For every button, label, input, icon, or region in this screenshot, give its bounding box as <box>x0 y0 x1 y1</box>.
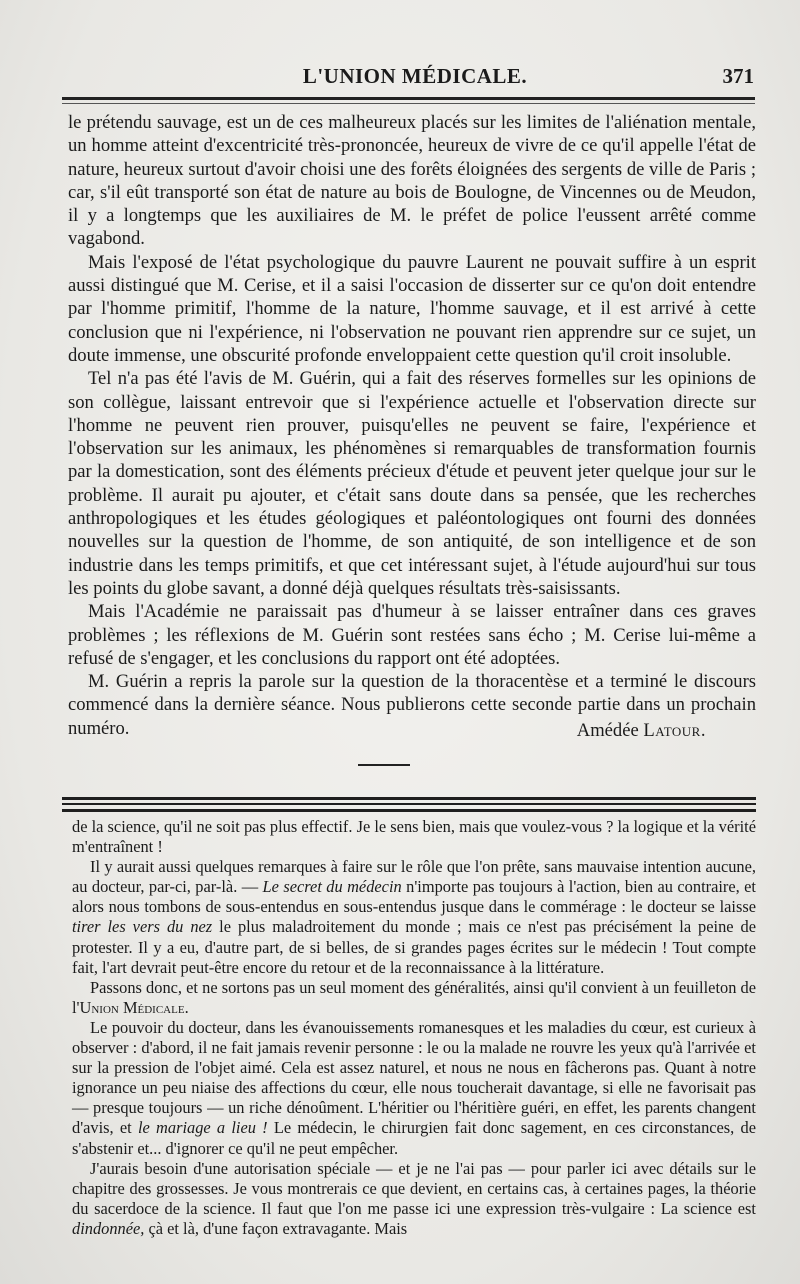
feuilleton-text-run: le plus maladroitement du monde ; mais ce n'est pas précisément la peine de protester. Il y a eu, d'autre part, de si belles, de si grandes pages écrites sur le médecin ! Tout compte fait, l'art devrait peut-être encore du retour et de la reconnaissance à la littérature. <box>72 917 756 977</box>
feuilleton-italic-run: le mariage a lieu ! <box>137 1118 268 1138</box>
feuilleton-paragraph: de la science, qu'il ne soit pas plus effectif. Je le sens bien, mais que voulez-vous ? la logique et la vérité m'entraînent ! <box>72 817 756 857</box>
running-title: L'UNION MÉDICALE. <box>302 64 528 88</box>
article-paragraph: Mais l'exposé de l'état psychologique du pauvre Laurent ne pouvait suffire à un esprit aussi distingué que M. Cerise, et il a saisi l'occasion de disserter sur ce qu'on doit entendre par l'homme primitif, l'homme de la nature, l'homme sauvage, et il est arrivé à cette conclusion que ni l'expérience, ni l'observation ne pouvant rien apprendre sur ce sujet, un doute immense, une obscurité profonde enveloppaient cette question qu'il croit insoluble. <box>68 251 756 366</box>
feuilleton-italic-run: Le secret du médecin <box>262 877 402 897</box>
article-paragraph: M. Guérin a repris la parole sur la question de la thoracentèse et a terminé le discours commencé dans la dernière séance. Nous publierons cette seconde partie dans un prochain numéro. <box>68 671 756 739</box>
feuilleton-text-run: çà et là, d'une façon extravagante. Mais <box>144 1218 408 1238</box>
feuilleton-smallcaps-run: Union Médicale. <box>79 997 189 1017</box>
article-body <box>68 111 756 740</box>
feuilleton-text-run: Il y aurait aussi quelques remarques à faire sur le rôle que l'on prête, sans mauvaise intention aucune, au docteur, par-ci, par-là. — <box>72 857 756 897</box>
feuilleton-text-run: Le pouvoir du docteur, dans les évanouissements romanesques et les maladies du cœur, est curieux à observer : d'abord, il ne fait jamais revenir personne : le ou la malade ne rouvre les yeux qu'à l'arrivée et sur la pression de l'objet aimé. Cela est assez naturel, et nous ne nous en fâcherons pas. Quant à notre ignorance un peu niaise des affections du cœur, elle nous toucherait davantage, si elle ne favorisait pas — presque toujours — un riche dénoûment. L'héritier ou l'héritière guéri, en effet, les parents changent d'avis, et <box>72 1017 756 1138</box>
feuilleton-paragraph <box>72 857 756 978</box>
feuilleton-body <box>72 817 756 1239</box>
feuilleton-paragraph <box>72 1018 756 1159</box>
author-signature <box>68 720 706 742</box>
feuilleton-text-run: Passons donc, et ne sortons pas un seul moment des généralités, ainsi qu'il convient à un feuilleton de l' <box>72 977 756 1017</box>
header-rule-thin <box>62 103 755 104</box>
article-paragraph: le prétendu sauvage, est un de ces malheureux placés sur les limites de l'aliénation mentale, un homme atteint d'excentricité très-prononcée, heureux de vivre de ce qu'il appelle l'état de nature, heureux surtout d'avoir choisi une des forêts éloignées des sergents de ville de Paris ; car, s'il eût transporté son état de nature au bois de Boulogne, de Vincennes ou de Meudon, il y a longtemps que les auxiliaires de M. le préfet de police l'eussent arrêté comme vagabond. <box>68 112 756 250</box>
article-paragraph: Mais l'Académie ne paraissait pas d'humeur à se laisser entraîner dans ces graves problèmes ; les réflexions de M. Guérin sont restées sans écho ; M. Cerise lui-même a refusé de s'engager, et les conclusions du rapport ont été adoptées. <box>68 601 756 669</box>
feuilleton-rule <box>62 797 756 800</box>
feuilleton-rule-middle <box>62 803 756 805</box>
feuilleton-paragraph <box>72 1159 756 1239</box>
page-header <box>70 62 760 92</box>
page-number: 371 <box>722 64 754 88</box>
feuilleton-rule-bottom <box>62 809 756 812</box>
feuilleton-italic-run: tirer les vers du nez <box>72 917 213 937</box>
signature-last-name: Latour. <box>643 720 706 741</box>
feuilleton-text-run: Le médecin, le chirurgien fait donc sagement, en ces circonstances, de s'abstenir et... d'ignorer ce qu'il ne peut empêcher. <box>72 1118 756 1158</box>
article-paragraph: Tel n'a pas été l'avis de M. Guérin, qui a fait des réserves formelles sur les opinions de son collègue, laissant entrevoir que si l'expérience actuelle et l'observation directe sur l'homme ne peuvent rien prouver, puisqu'elles ne peuvent se faire, l'expérience et l'observation sur les animaux, les phénomènes si remarquables de transformation fournis par la domestication, sont des éléments précieux d'étude et peuvent jeter quelque jour sur le problème. Il aurait pu ajouter, et c'était sans doute dans sa pensée, que les recherches anthropologiques et les études géologiques et paléontologiques ont fourni des données nouvelles sur la question de l'homme, de son antiquité, de son intelligence et de son industrie dans les temps primitifs, et que cet intéressant sujet, à l'étude aujourd'hui sur tous les points du globe savant, a donné déjà quelques résultats très-saisissants. <box>68 368 756 599</box>
feuilleton-text-run: J'aurais besoin d'une autorisation spéciale — et je ne l'ai pas — pour parler ici avec détails sur le chapitre des grossesses. Je vous montrerais ce que devient, en certains cas, à certaines pages, la théorie du sacerdoce de la science. Il faut que l'on me passe ici une expression très-vulgaire : La science est <box>72 1158 756 1218</box>
signature-first-name: Amédée <box>576 720 639 741</box>
feuilleton-paragraph <box>72 978 756 1018</box>
feuilleton-italic-run: dindonnée, <box>72 1218 145 1238</box>
header-rule <box>62 97 755 100</box>
section-divider <box>358 764 410 766</box>
feuilleton-text-run: n'importe pas toujours à l'action, bien au contraire, et alors nous tombons de sous-entendus en sous-entendus jusque dans le commérage : le docteur se laisse <box>72 877 756 917</box>
